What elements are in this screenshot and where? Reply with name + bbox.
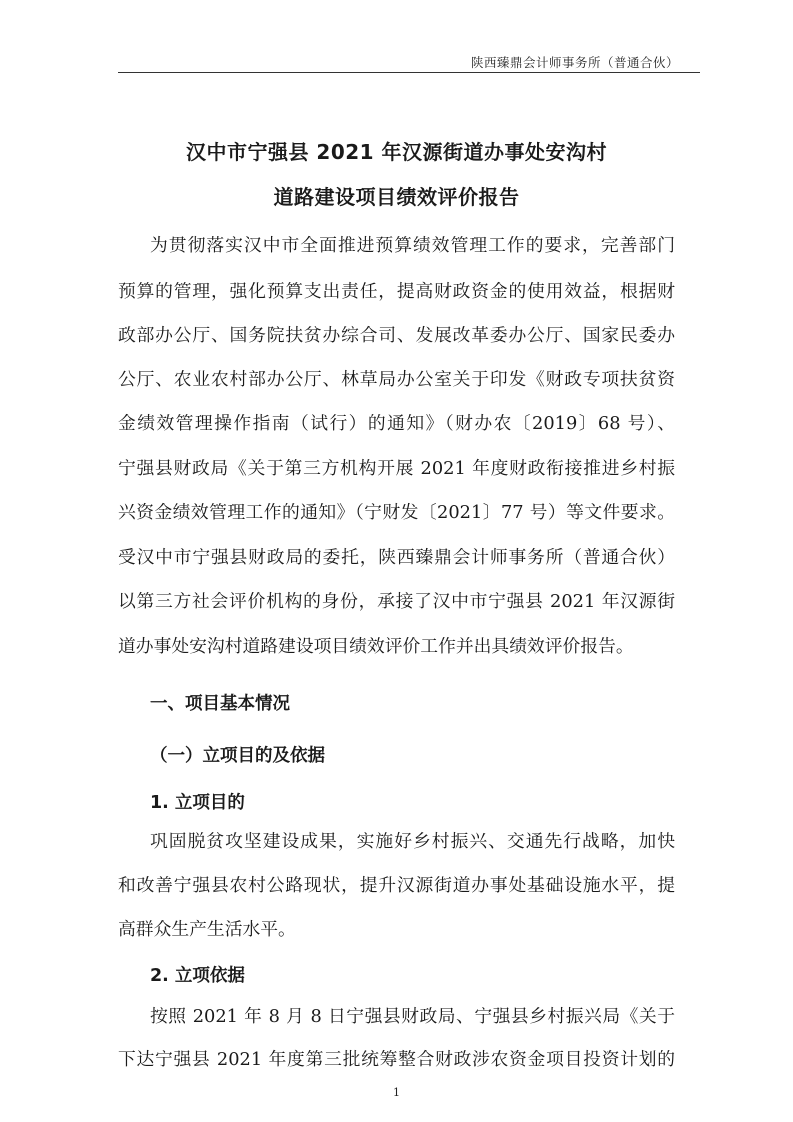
intro-line: 公厅、农业农村部办公厅、林草局办公室关于印发《财政专项扶贫资 xyxy=(118,369,675,390)
intro-line: 预算的管理，强化预算支出责任，提高财政资金的使用效益，根据财 xyxy=(118,281,675,302)
item-heading-purpose: 1. 立项目的 xyxy=(150,793,245,813)
report-title-line-2: 道路建设项目绩效评价报告 xyxy=(273,185,520,209)
intro-line: 道办事处安沟村道路建设项目绩效评价工作并出具绩效评价报告。 xyxy=(118,636,634,657)
intro-line: 政部办公厅、国务院扶贫办综合司、发展改革委办公厅、国家民委办 xyxy=(118,325,675,346)
basis-line: 下达宁强县 2021 年度第三批统筹整合财政涉农资金项目投资计划的 xyxy=(118,1049,675,1070)
report-title-line-1: 汉中市宁强县 2021 年汉源街道办事处安沟村 xyxy=(185,140,608,164)
purpose-line: 高群众生产生活水平。 xyxy=(118,919,296,940)
intro-line: 以第三方社会评价机构的身份，承接了汉中市宁强县 2021 年汉源街 xyxy=(118,591,675,612)
subsection-heading-purpose-basis: （一）立项目的及依据 xyxy=(150,746,325,766)
basis-line: 按照 2021 年 8 月 8 日宁强县财政局、宁强县乡村振兴局《关于 xyxy=(150,1006,675,1027)
intro-line: 受汉中市宁强县财政局的委托，陕西臻鼎会计师事务所（普通合伙） xyxy=(118,547,675,568)
intro-line: 兴资金绩效管理工作的通知》（宁财发〔2021〕77 号）等文件要求。 xyxy=(118,502,675,523)
purpose-line: 和改善宁强县农村公路现状，提升汉源街道办事处基础设施水平，提 xyxy=(118,875,675,896)
page-number: 1 xyxy=(393,1086,400,1099)
intro-line: 宁强县财政局《关于第三方机构开展 2021 年度财政衔接推进乡村振 xyxy=(118,458,675,479)
item-heading-basis: 2. 立项依据 xyxy=(150,966,245,986)
header-firm-name: 陕西臻鼎会计师事务所（普通合伙） xyxy=(470,55,679,70)
purpose-line: 巩固脱贫攻坚建设成果，实施好乡村振兴、交通先行战略，加快 xyxy=(150,831,675,852)
intro-line: 为贯彻落实汉中市全面推进预算绩效管理工作的要求，完善部门 xyxy=(150,235,675,256)
header-rule xyxy=(118,72,700,73)
section-heading-basic-info: 一、项目基本情况 xyxy=(150,694,290,714)
intro-line: 金绩效管理操作指南（试行）的通知》（财办农〔2019〕68 号）、 xyxy=(118,413,675,434)
